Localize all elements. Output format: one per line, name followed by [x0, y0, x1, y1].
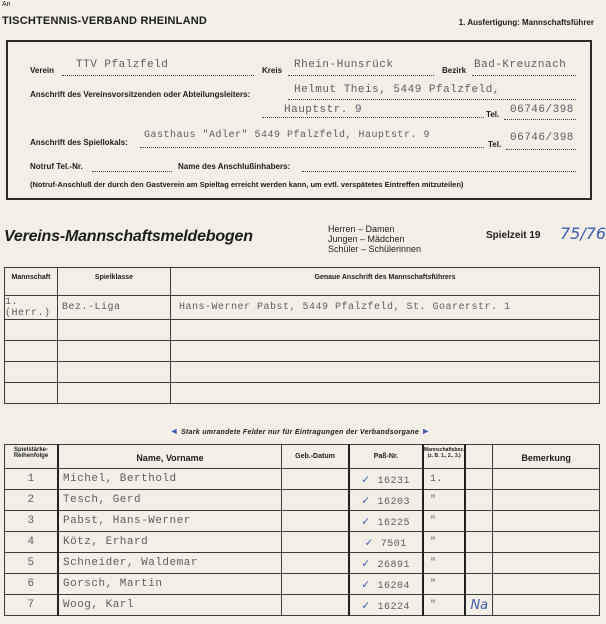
player-dob [282, 532, 350, 553]
emergency-label: Notruf Tel.-Nr. [30, 162, 83, 171]
player-row [5, 532, 600, 553]
player-team-code: " [423, 511, 465, 532]
player-pass [349, 532, 423, 553]
header-name: Name, Vorname [58, 445, 282, 469]
player-remark [493, 490, 600, 511]
player-dob [282, 490, 350, 511]
pass-number: 16225 [377, 517, 410, 529]
player-name: Tesch, Gerd [58, 490, 282, 511]
arrow-left-icon: ◄ [169, 426, 179, 436]
player-row [5, 574, 600, 595]
pass-number: 7501 [380, 538, 407, 550]
player-team-code: 1. [423, 469, 465, 490]
bezirk-label: Bezirk [442, 66, 467, 75]
venue-tel-label: Tel. [488, 140, 502, 149]
emergency-line [92, 170, 172, 172]
category-2: Jungen – Mädchen [328, 234, 405, 244]
player-remark [493, 469, 600, 490]
verband-note-text: Stark umrandete Felder nur für Eintragungen der Verbandsorgane [180, 429, 420, 436]
bezirk-value: Bad-Kreuznach [474, 59, 567, 71]
category-list [328, 224, 421, 254]
check-mark-icon: ✓ [365, 535, 381, 550]
player-team-code: " [423, 553, 465, 574]
category-3: Schüler – Schülerinnen [328, 244, 422, 254]
team-table [4, 267, 600, 404]
header-team-code: Mannschaftsbez. (z. B. 1., 2., 3.) [423, 445, 465, 469]
player-name: Michel, Berthold [58, 469, 282, 490]
player-extra [465, 469, 493, 490]
player-dob [282, 553, 350, 574]
check-mark-icon: ✓ [362, 577, 378, 592]
chairman-line-2 [262, 116, 484, 118]
venue-label: Anschrift des Spiellokals: [30, 138, 128, 147]
player-order: 2 [5, 490, 59, 511]
player-pass [349, 469, 423, 490]
verband-note [0, 426, 600, 436]
player-extra [465, 490, 493, 511]
player-dob [282, 511, 350, 532]
verein-value: TTV Pfalzfeld [76, 59, 169, 71]
form-title: Vereins-Mannschaftsmeldebogen [4, 228, 253, 245]
chairman-tel: 06746/398 [510, 104, 574, 116]
header-class: Spielklasse [58, 268, 171, 296]
venue-line [140, 146, 484, 148]
player-extra [465, 553, 493, 574]
team-value: 1.(Herr.) [5, 296, 58, 320]
player-remark [493, 553, 600, 574]
pass-number: 16204 [377, 580, 410, 592]
player-pass [349, 595, 423, 616]
header-remark: Bemerkung [493, 445, 600, 469]
player-pass [349, 511, 423, 532]
kreis-value: Rhein-Hunsrück [294, 59, 394, 71]
kreis-line [288, 74, 434, 76]
category-1: Herren – Damen [328, 224, 395, 234]
players-table [4, 444, 600, 616]
chairman-tel-label: Tel. [486, 110, 500, 119]
holder-line [302, 170, 576, 172]
player-name: Kötz, Erhard [58, 532, 282, 553]
player-extra: Na [465, 595, 493, 616]
class-value: Bez.-Liga [58, 296, 171, 320]
player-remark [493, 532, 600, 553]
pass-number: 16203 [377, 496, 410, 508]
header-pass: Paß-Nr. [349, 445, 423, 469]
arrow-right-icon: ► [421, 426, 431, 436]
chairman-value-2: Hauptstr. 9 [284, 104, 363, 116]
team-row-empty [5, 383, 600, 404]
pass-number: 16231 [377, 475, 410, 487]
player-row [5, 511, 600, 532]
player-row [5, 490, 600, 511]
player-remark [493, 595, 600, 616]
player-pass [349, 574, 423, 595]
season-label: Spielzeit 19 [486, 230, 541, 241]
player-row [5, 469, 600, 490]
check-mark-icon: ✓ [362, 493, 378, 508]
chairman-line-1 [288, 98, 576, 100]
copy-note: 1. Ausfertigung: Mannschaftsführer [458, 18, 594, 27]
pass-number: 26891 [377, 559, 410, 571]
venue-value: Gasthaus "Adler" 5449 Pfalzfeld, Hauptstr. 9 [144, 130, 431, 141]
player-extra [465, 511, 493, 532]
kreis-label: Kreis [262, 66, 283, 75]
chairman-tel-line [504, 118, 576, 120]
player-extra [465, 532, 493, 553]
player-name: Gorsch, Martin [58, 574, 282, 595]
check-mark-icon: ✓ [362, 556, 378, 571]
bezirk-line [472, 74, 576, 76]
pass-number: 16224 [377, 601, 410, 613]
holder-label: Name des Anschlußinhabers: [178, 162, 291, 171]
header-address: Genaue Anschrift des Mannschaftsführers [171, 268, 600, 296]
player-pass [349, 490, 423, 511]
team-row-empty [5, 320, 600, 341]
player-team-code: " [423, 574, 465, 595]
player-extra [465, 574, 493, 595]
player-team-code: " [423, 490, 465, 511]
player-order: 5 [5, 553, 59, 574]
player-name: Schneider, Waldemar [58, 553, 282, 574]
player-order: 1 [5, 469, 59, 490]
addressee-label: An [2, 1, 11, 8]
chairman-value-1: Helmut Theis, 5449 Pfalzfeld, [294, 84, 500, 96]
team-row [5, 296, 600, 320]
player-dob [282, 595, 350, 616]
player-team-code: " [423, 595, 465, 616]
player-remark [493, 511, 600, 532]
check-mark-icon: ✓ [362, 514, 378, 529]
player-row [5, 595, 600, 616]
player-order: 6 [5, 574, 59, 595]
player-dob [282, 574, 350, 595]
header-dob: Geb.-Datum [282, 445, 350, 469]
player-order: 7 [5, 595, 59, 616]
player-team-code: " [423, 532, 465, 553]
player-row [5, 553, 600, 574]
player-order: 4 [5, 532, 59, 553]
player-remark [493, 574, 600, 595]
team-row-empty [5, 341, 600, 362]
team-row-empty [5, 362, 600, 383]
emergency-note: (Notruf-Anschluß der durch den Gastverein am Spieltag erreicht werden kann, um evtl. verspätetes Eintreffen mitzuteilen) [30, 180, 464, 189]
chairman-label: Anschrift des Vereinsvorsitzenden oder Abteilungsleiters: [30, 90, 251, 99]
season-value: 75/76 [560, 224, 606, 243]
venue-tel-line [506, 148, 576, 150]
player-dob [282, 469, 350, 490]
verein-line [62, 74, 254, 76]
verein-label: Verein [30, 66, 55, 75]
header-team: Mannschaft [5, 268, 58, 296]
check-mark-icon: ✓ [362, 598, 378, 613]
player-name: Pabst, Hans-Werner [58, 511, 282, 532]
check-mark-icon: ✓ [362, 472, 378, 487]
player-name: Woog, Karl [58, 595, 282, 616]
organization-name: TISCHTENNIS-VERBAND RHEINLAND [2, 15, 208, 27]
header-order: Spielstärke-Reihenfolge [5, 445, 59, 469]
venue-tel: 06746/398 [510, 132, 574, 144]
player-pass [349, 553, 423, 574]
player-order: 3 [5, 511, 59, 532]
address-value: Hans-Werner Pabst, 5449 Pfalzfeld, St. Goarerstr. 1 [171, 296, 600, 320]
